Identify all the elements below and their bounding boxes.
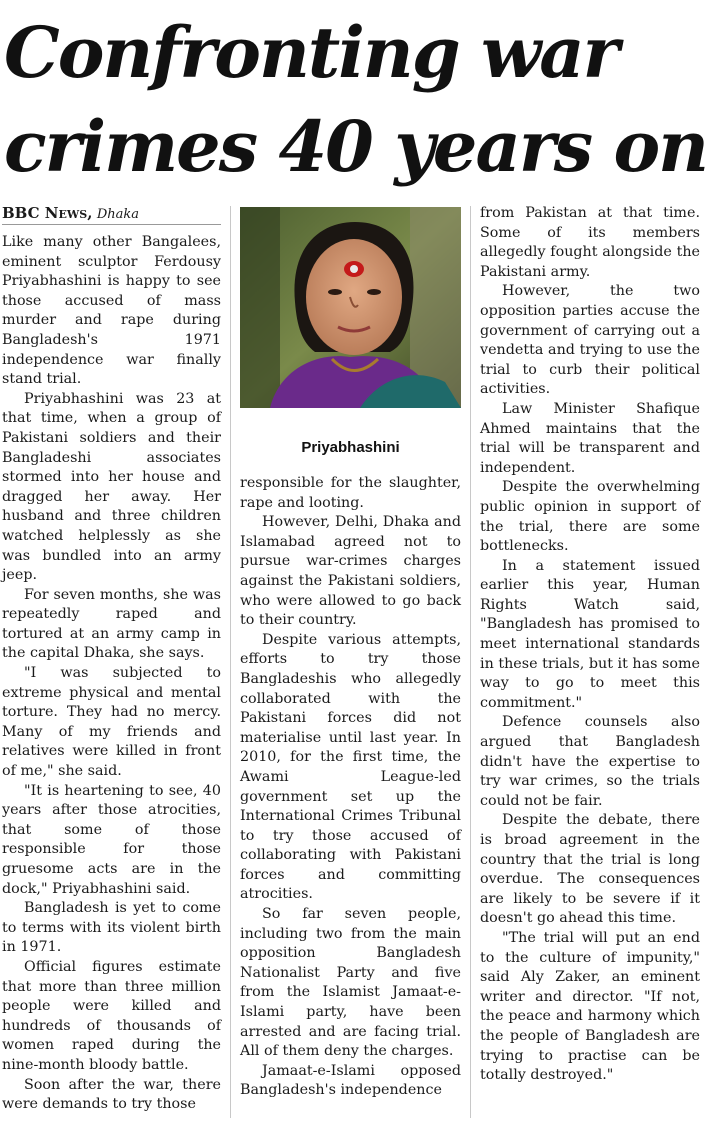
- portrait-image: [240, 207, 461, 408]
- paragraph: "It is heartening to see, 40 years after those atrocities, that some of those responsible for those gruesome acts are in the dock," Priyabhashini said.: [2, 782, 221, 897]
- paragraph: responsible for the slaughter, rape and looting.: [240, 475, 461, 511]
- byline-source: BBC News,: [2, 204, 93, 222]
- paragraph: Priyabhashini was 23 at that time, when a group of Pakistani soldiers and their Bangladeshi associates stormed into her house and dragged her away. Her husband and three children watched helplessly as she was bundled into an army jeep.: [2, 390, 221, 584]
- paragraph: Official figures estimate that more than three million people were killed and hundreds of thousands of women raped during the nine-month bloody battle.: [2, 958, 221, 1073]
- paragraph: Like many other Bangalees, eminent sculptor Ferdousy Priyabhashini is happy to see those accused of mass murder and rape during Bangladesh's 1971 independence war finally stand trial.: [2, 234, 221, 388]
- byline: [2, 204, 221, 224]
- column-divider: [470, 206, 471, 1118]
- paragraph: from Pakistan at that time. Some of its members allegedly fought alongside the Pakistani army.: [480, 205, 700, 280]
- paragraph: Despite various attempts, efforts to try those Bangladeshis who allegedly collaborated with the Pakistani forces did not materialise until last year. In 2010, for the first time, the Awami League-led government set up the International Crimes Tribunal to try those accused of collaborating with Pakistani forces and committing atrocities.: [240, 631, 461, 903]
- column-divider: [230, 206, 231, 1118]
- paragraph: "I was subjected to extreme physical and mental torture. They had no mercy. Many of my friends and relatives were killed in front of me," she said.: [2, 665, 221, 780]
- article-column-1: [2, 204, 221, 1115]
- byline-location: Dhaka: [96, 207, 140, 222]
- photo-caption: Priyabhashini: [301, 439, 400, 456]
- headline: Confronting war crimes 40 years on: [4, 11, 708, 188]
- paragraph: Despite the overwhelming public opinion in support of the trial, there are some bottlenecks.: [480, 479, 700, 555]
- byline-rule: [2, 224, 221, 225]
- paragraph: Jamaat-e-Islami opposed Bangladesh's independence: [240, 1062, 461, 1099]
- paragraph: However, the two opposition parties accuse the government of carrying out a vendetta and trying to use the trial to curb their political activities.: [480, 283, 700, 398]
- paragraph: Despite the debate, there is broad agreement in the country that the trial is long overdue. The consequences are likely to be severe if it doesn't go ahead this time.: [480, 812, 700, 927]
- paragraph: Bangladesh is yet to come to terms with its violent birth in 1971.: [2, 900, 221, 956]
- paragraph: For seven months, she was repeatedly raped and tortured at an army camp in the capital Dhaka, she says.: [2, 586, 221, 662]
- paragraph: Defence counsels also argued that Bangladesh didn't have the expertise to try war crimes, so the trials could not be fair.: [480, 714, 700, 809]
- paragraph: However, Delhi, Dhaka and Islamabad agreed not to pursue war-crimes charges against the Pakistani soldiers, who were allowed to go back to their country.: [240, 514, 461, 629]
- article-column-2: [240, 474, 461, 1101]
- paragraph: Soon after the war, there were demands to try those: [2, 1076, 221, 1113]
- paragraph: "The trial will put an end to the culture of impunity," said Aly Zaker, an eminent writer and director. "If not, the peace and harmony which the people of Bangladesh are trying to practise can be totally destroyed.": [480, 929, 700, 1084]
- photo-figure: [240, 207, 461, 467]
- article-column-3: [480, 204, 700, 1086]
- paragraph: In a statement issued earlier this year, Human Rights Watch said, "Bangladesh has promised to meet international standards in these trials, but it has some way to go to meet this commitment.": [480, 557, 700, 711]
- paragraph: So far seven people, including two from the main opposition Bangladesh Nationalist Party and five from the Islamist Jamaat-e-Islami party, have been arrested and are facing trial. All of them deny the charges.: [240, 906, 461, 1060]
- paragraph: Law Minister Shafique Ahmed maintains that the trial will be transparent and independent.: [480, 400, 700, 476]
- portrait-photo: [240, 207, 461, 408]
